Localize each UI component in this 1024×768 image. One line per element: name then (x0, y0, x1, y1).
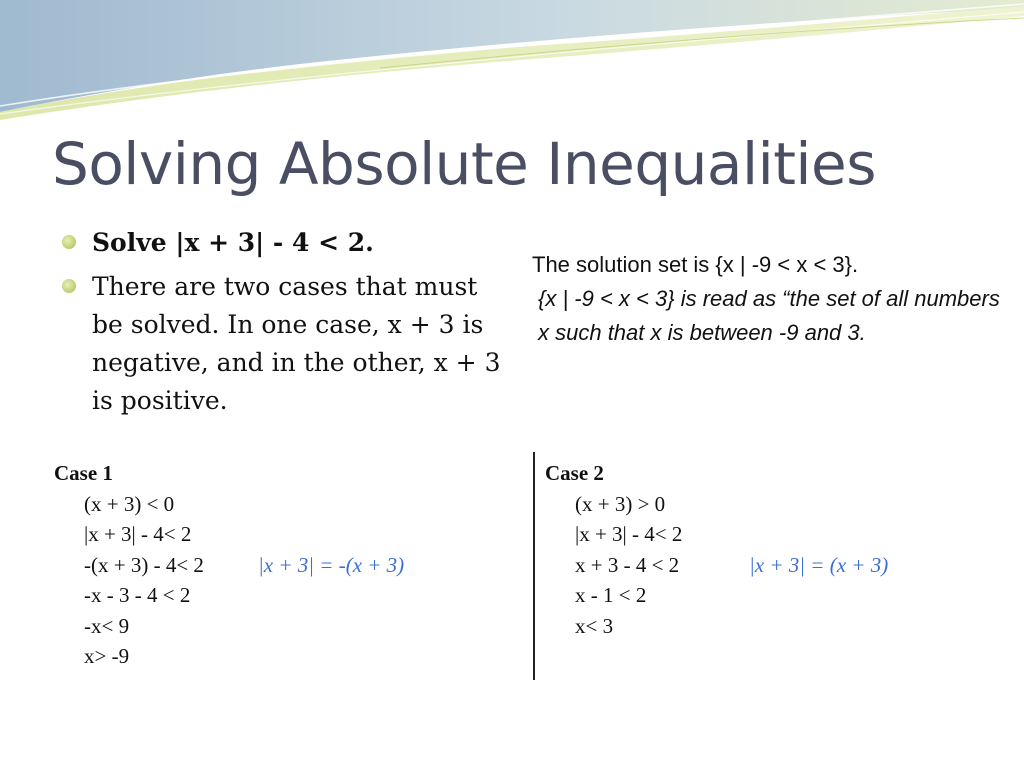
case-step: (x + 3) > 0 (575, 491, 666, 516)
bullet-item (62, 224, 502, 262)
case-step: (x + 3) < 0 (84, 491, 175, 516)
bullet-text: There are two cases that must be solved. In one case, x + 3 is negative, and in the other, x + 3 is positive. (92, 272, 501, 415)
bullet-list (62, 224, 502, 426)
case-2-note: |x + 3| = (x + 3) (749, 552, 889, 577)
case-2-title: Case 2 (545, 461, 604, 485)
case-divider (533, 452, 535, 680)
case-step: -(x + 3) - 4< 2 |x + 3| = -(x + 3) (54, 550, 524, 581)
case-step: x - 1 < 2 (575, 583, 647, 607)
case-step: -x< 9 (84, 613, 130, 638)
case-1-title: Case 1 (54, 461, 113, 485)
case-step: x< 3 (575, 613, 614, 638)
case-step: |x + 3| - 4< 2 (84, 522, 192, 546)
case-2-block (545, 458, 1005, 641)
bullet-item (62, 268, 502, 420)
case-1-note: |x + 3| = -(x + 3) (258, 552, 405, 577)
case-step: x + 3 - 4 < 2 |x + 3| = (x + 3) (545, 550, 1005, 581)
header-wave-decoration (0, 0, 1024, 120)
case-1-block (54, 458, 524, 672)
case-step: x> -9 (84, 644, 130, 668)
case-step: |x + 3| - 4< 2 (575, 522, 683, 546)
bullet-dot-icon (62, 235, 76, 249)
solution-set-line: The solution set is {x | -9 < x < 3}. (532, 252, 859, 277)
solution-explanation: {x | -9 < x < 3} is read as “the set of all numbers x such that x is between -9 and 3. (538, 286, 1000, 345)
slide-title: Solving Absolute Inequalities (52, 130, 876, 198)
bullet-text: Solve |x + 3| - 4 < 2. (92, 228, 374, 257)
solution-text (532, 248, 1012, 350)
case-step: -x - 3 - 4 < 2 (84, 583, 191, 607)
bullet-dot-icon (62, 279, 76, 293)
